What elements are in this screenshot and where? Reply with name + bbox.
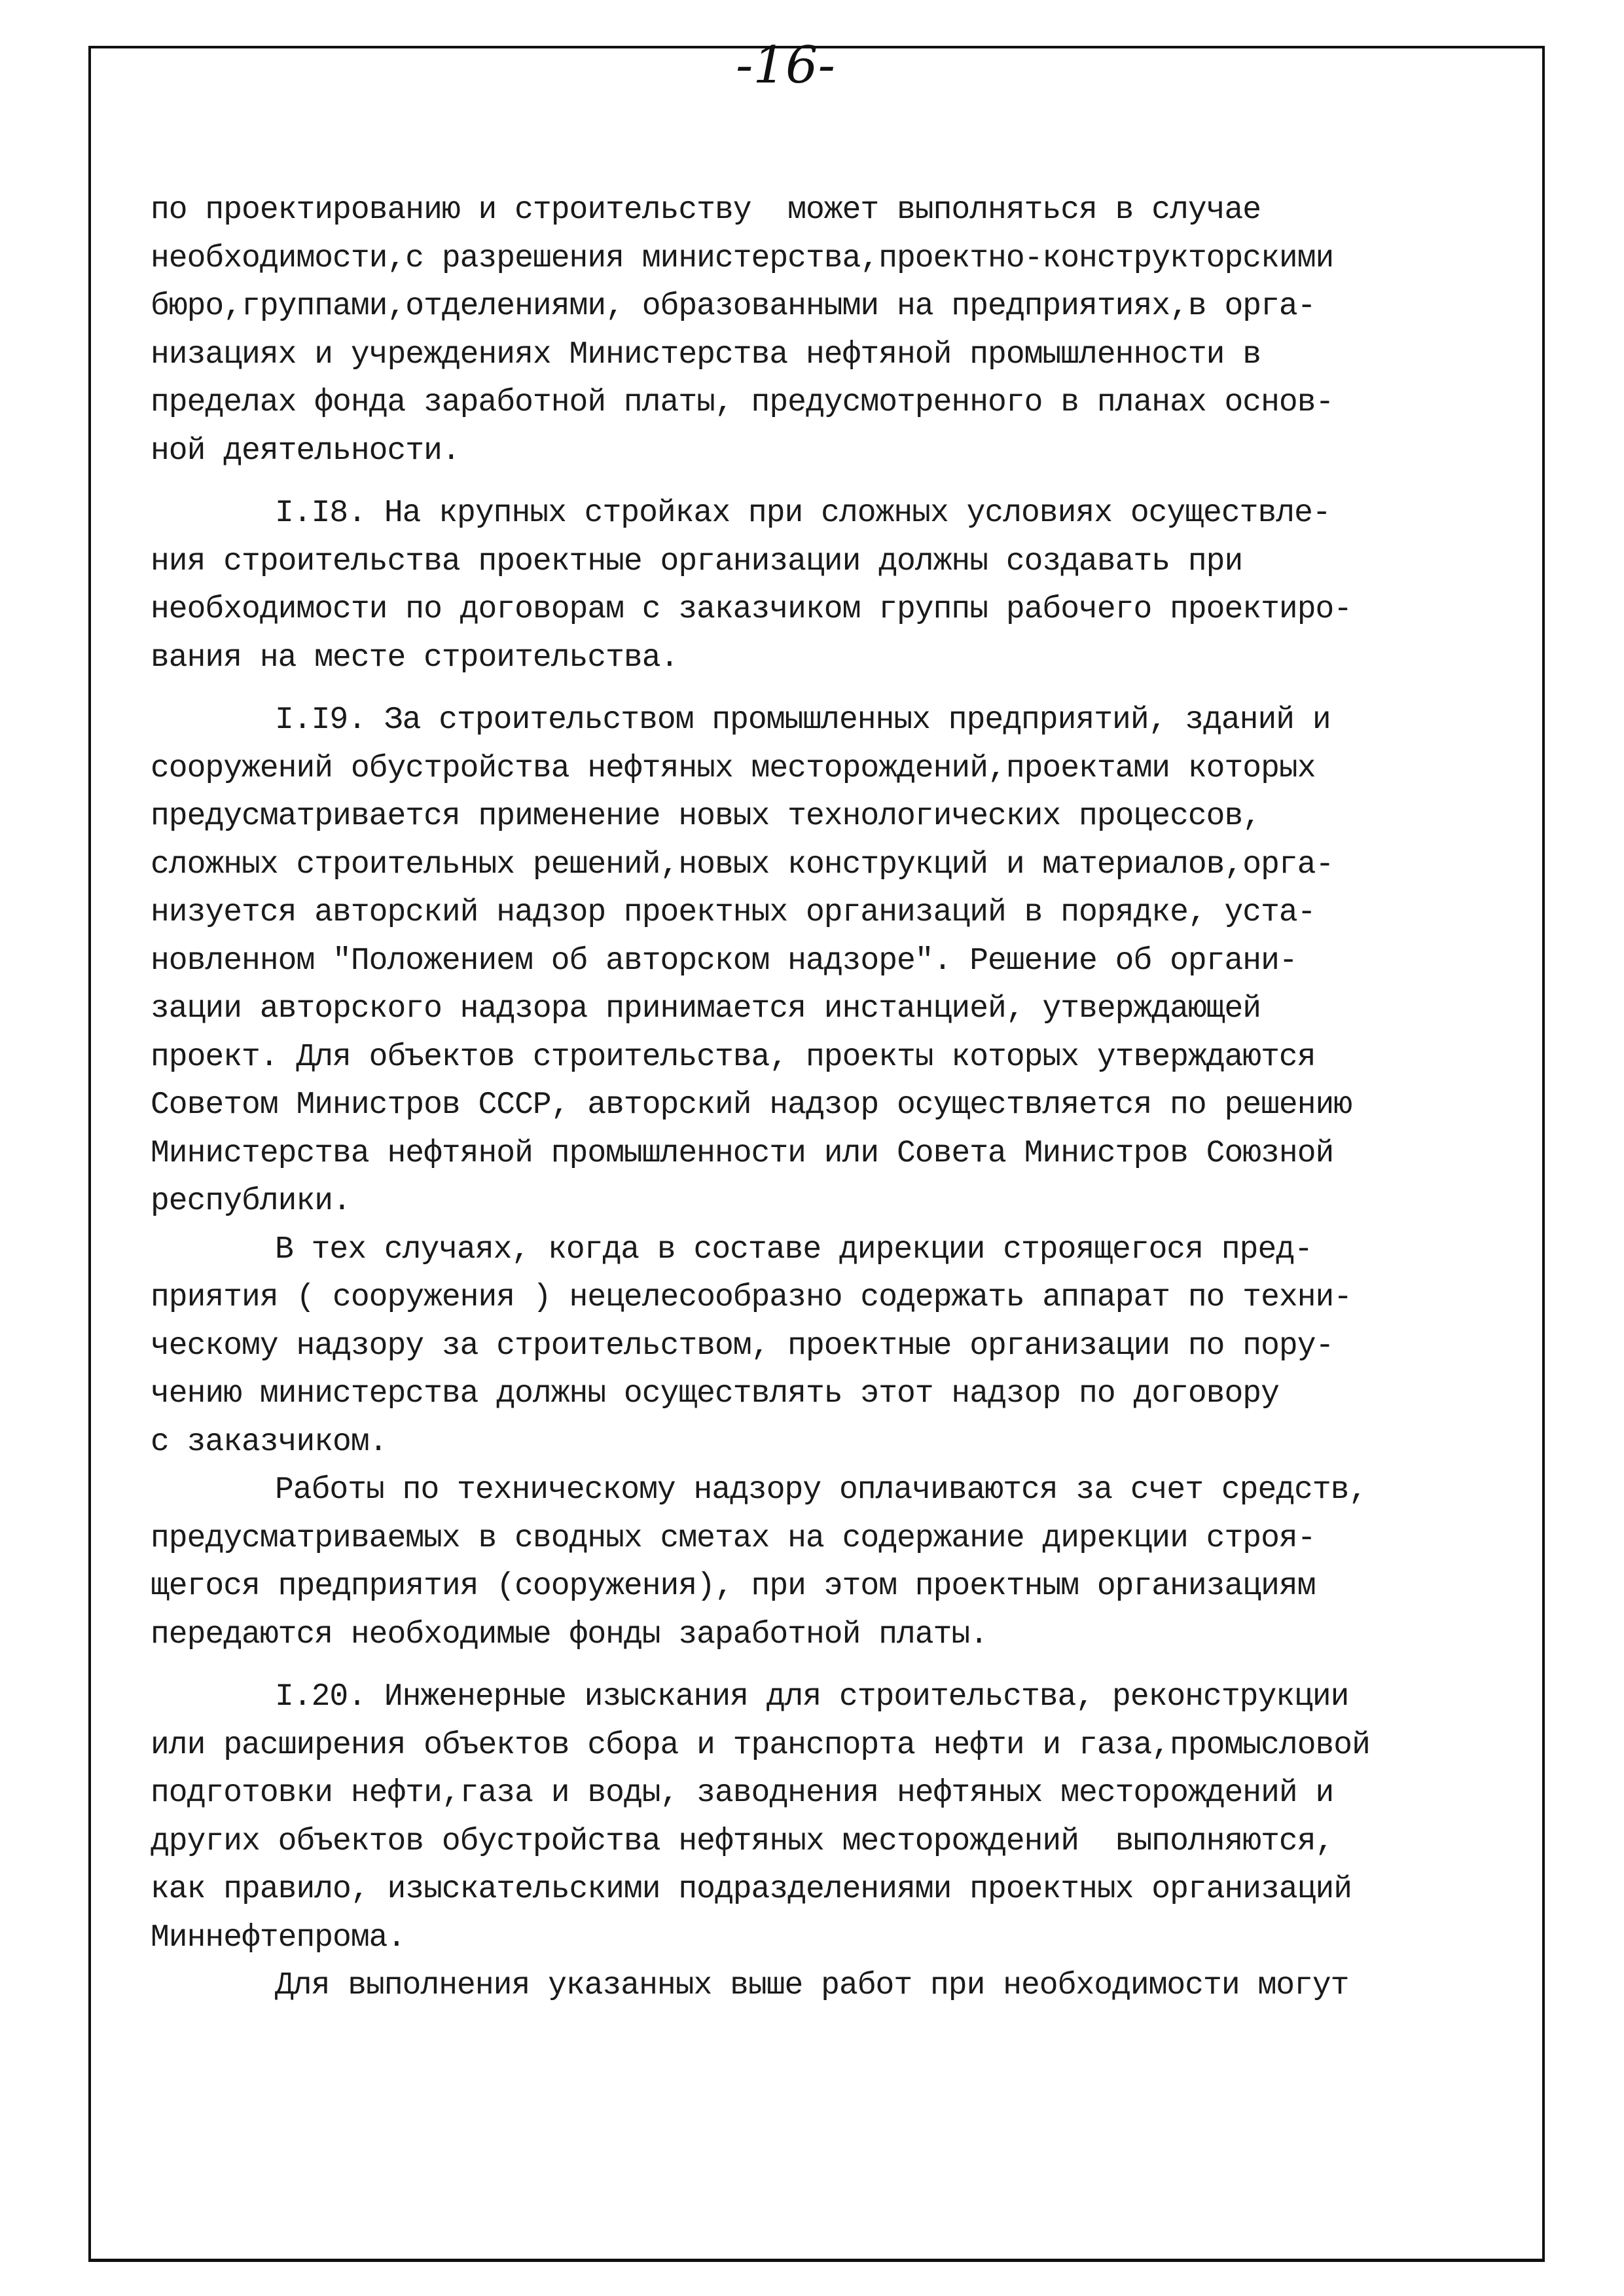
text-line: I.20. Инженерные изыскания для строительства, реконструкции — [275, 1679, 1349, 1715]
text-line: сооружений обустройства нефтяных месторождений,проектами которых — [151, 750, 1316, 786]
text-line: необходимости,с разрешения министерства,проектно-конструкторскими — [151, 240, 1334, 276]
text-line: Работы по техническому надзору оплачиваются за счет средств, — [275, 1472, 1367, 1508]
text-line: приятия ( сооружения ) нецелесообразно содержать аппарат по техни- — [151, 1280, 1352, 1315]
document-body — [151, 187, 1532, 2011]
text-line: низуется авторский надзор проектных организаций в порядке, уста- — [151, 895, 1316, 930]
text-line: передаются необходимые фонды заработной платы. — [151, 1616, 988, 1652]
text-line: В тех случаях, когда в составе дирекции строящегося пред- — [275, 1231, 1312, 1267]
page-number: -16- — [736, 36, 835, 95]
paragraph-1-continuation — [151, 187, 1532, 475]
text-line: Для выполнения указанных выше работ при необходимости могут — [275, 1968, 1349, 2003]
paragraph-final — [151, 1962, 1532, 2011]
text-line: Миннефтепрома. — [151, 1920, 406, 1956]
paragraph-1-20 — [151, 1673, 1532, 1962]
text-line: предусматриваемых в сводных сметах на содержание дирекции строя- — [151, 1520, 1316, 1556]
paragraph-technical-supervision — [151, 1226, 1532, 1467]
text-line: ния строительства проектные организации должны создавать при — [151, 543, 1243, 579]
text-line: бюро,группами,отделениями, образованными на предприятиях,в орга- — [151, 289, 1316, 324]
text-line: низациях и учреждениях Министерства нефтяной промышленности в — [151, 337, 1261, 373]
text-line: проект. Для объектов строительства, проекты которых утверждаются — [151, 1039, 1316, 1075]
text-line: или расширения объектов сбора и транспорта нефти и газа,промысловой — [151, 1727, 1370, 1763]
text-line: Министерства нефтяной промышленности или Совета Министров Союзной — [151, 1135, 1334, 1171]
paragraph-1-18 — [151, 490, 1532, 682]
text-line: I.I9. За строительством промышленных предприятий, зданий и — [275, 702, 1331, 738]
text-line: зации авторского надзора принимается инстанцией, утверждающей — [151, 991, 1261, 1027]
text-line: I.I8. На крупных стройках при сложных условиях осуществле- — [275, 496, 1331, 531]
text-line: новленном "Положением об авторском надзоре". Решение об органи- — [151, 943, 1297, 979]
text-line: как правило, изыскательскими подразделениями проектных организаций — [151, 1872, 1352, 1907]
paragraph-1-19 — [151, 697, 1532, 1226]
text-line: пределах фонда заработной платы, предусмотренного в планах основ- — [151, 385, 1334, 420]
text-line: ческому надзору за строительством, проектные организации по пору- — [151, 1328, 1334, 1364]
text-line: щегося предприятия (сооружения), при этом проектным организациям — [151, 1569, 1316, 1604]
text-line: сложных строительных решений,новых конструкций и материалов,орга- — [151, 847, 1334, 883]
text-line: чению министерства должны осуществлять этот надзор по договору — [151, 1376, 1279, 1412]
text-line: предусматривается применение новых технологических процессов, — [151, 799, 1261, 834]
text-line: необходимости по договорам с заказчиком группы рабочего проектиро- — [151, 592, 1352, 627]
text-line: вания на месте строительства. — [151, 640, 679, 676]
paragraph-payment — [151, 1467, 1532, 1659]
text-line: подготовки нефти,газа и воды, заводнения нефтяных месторождений и — [151, 1776, 1334, 1811]
text-line: Советом Министров СССР, авторский надзор осуществляется по решению — [151, 1087, 1352, 1123]
text-line: республики. — [151, 1184, 351, 1219]
text-line: ной деятельности. — [151, 433, 460, 469]
text-line: по проектированию и строительству может выполняться в случае — [151, 192, 1261, 228]
text-line: с заказчиком. — [151, 1424, 388, 1460]
text-line: других объектов обустройства нефтяных месторождений выполняются, — [151, 1823, 1334, 1859]
